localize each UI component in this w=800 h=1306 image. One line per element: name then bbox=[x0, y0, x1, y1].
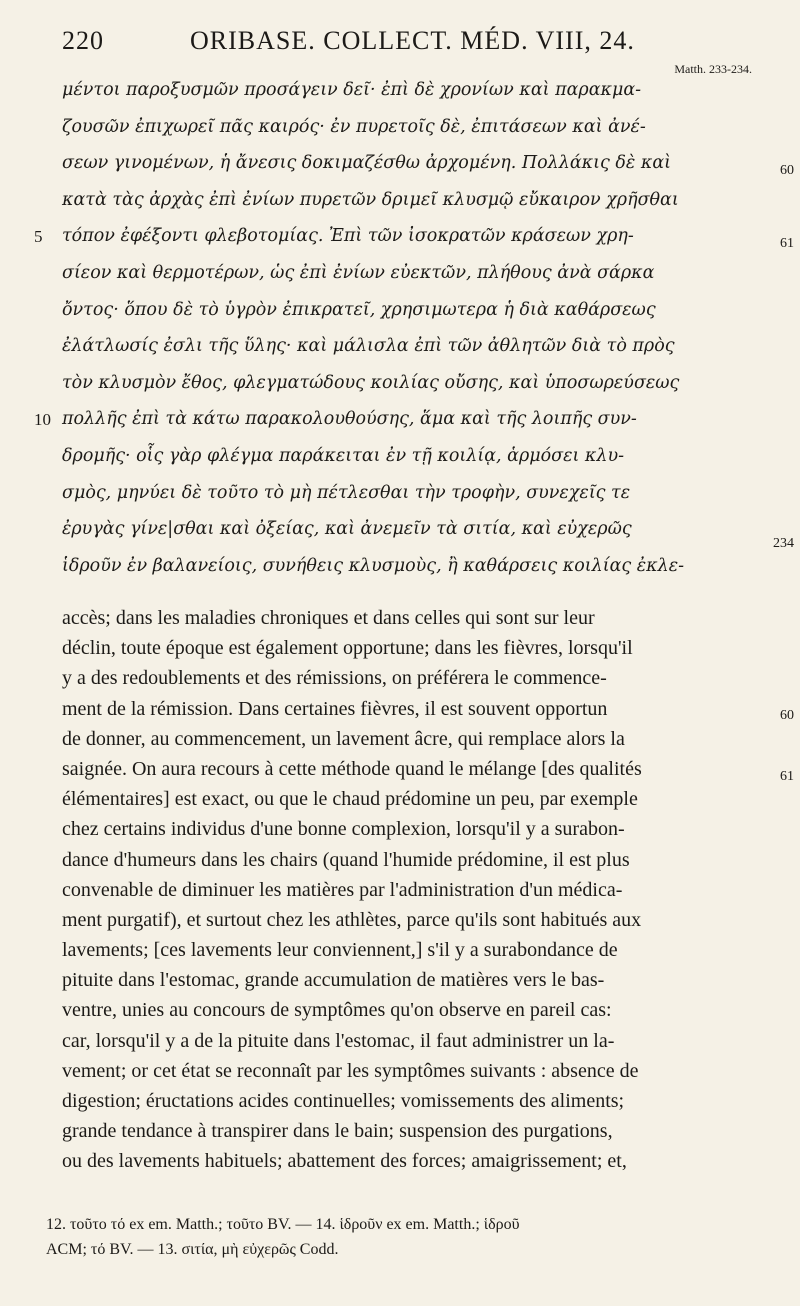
greek-text-block bbox=[62, 72, 762, 584]
margin-ref-61-french: 61 bbox=[780, 769, 794, 784]
french-line: ment de la rémission. Dans certaines fièvres, il est souvent opportun bbox=[62, 697, 608, 720]
french-line: grande tendance à transpirer dans le bain; suspension des purgations, bbox=[62, 1120, 613, 1143]
french-translation-block bbox=[62, 603, 752, 1177]
french-line: saignée. On aura recours à cette méthode quand le mélange [des qualités bbox=[62, 757, 642, 780]
greek-line: ἐλάτλωσίς ἐσλι τῆς ὕλης· καὶ μάλισλα ἐπὶ τῶν ἀθλητῶν διὰ τὸ πρὸς bbox=[62, 336, 675, 357]
greek-line: πολλῆς ἐπὶ τὰ κάτω παρακολουθούσης, ἅμα καὶ τῆς λοιπῆς συν- bbox=[62, 409, 637, 430]
french-line: chez certains individus d'une bonne complexion, lorsqu'il y a surabon- bbox=[62, 818, 625, 841]
french-line: ment purgatif), et surtout chez les athlètes, parce qu'ils sont habitués aux bbox=[62, 908, 642, 931]
french-line: convenable de diminuer les matières par l'administration d'un médica- bbox=[62, 878, 623, 901]
french-line: car, lorsqu'il y a de la pituite dans l'estomac, il faut administrer un la- bbox=[62, 1029, 615, 1052]
greek-line: ζουσῶν ἐπιχωρεῖ πᾶς καιρός· ἐν πυρετοῖς δὲ, ἐπιτάσεων καὶ ἀνέ- bbox=[62, 116, 646, 137]
greek-line: ἐρυγὰς γίνε|σθαι καὶ ὀξείας, καὶ ἀνεμεῖν τὰ σιτία, καὶ εὐχερῶς bbox=[62, 519, 632, 540]
margin-ref-234: 234 bbox=[773, 536, 794, 551]
french-line: de donner, au commencement, un lavement âcre, qui remplace alors la bbox=[62, 727, 625, 750]
french-line: lavements; [ces lavements leur conviennent,] s'il y a surabondance de bbox=[62, 939, 618, 962]
footnote-line: ACM; τό BV. — 13. σιτία, μὴ εὐχερῶς Codd. bbox=[46, 1241, 339, 1258]
matthaei-page-reference: Matth. 233-234. bbox=[674, 62, 752, 76]
french-line: digestion; éructations acides continuelles; vomissements des aliments; bbox=[62, 1090, 625, 1112]
line-number-5: 5 bbox=[34, 227, 43, 246]
greek-line: τὸν κλυσμὸν ἔθος, φλεγματώδους κοιλίας οὔσης, καὶ ὑποσωρεύσεως bbox=[62, 372, 680, 393]
greek-line: σεων γινομένων, ἡ ἄνεσις δοκιμαζέσθω ἀρχομένη. Πολλάκις δὲ καὶ bbox=[62, 153, 671, 174]
footnote-line: 12. τοῦτο τό ex em. Matth.; τοῦτο BV. — 14. ἱδροῦν ex em. Matth.; ἱδροῦ bbox=[46, 1216, 520, 1233]
greek-line: κατὰ τὰς ἀρχὰς ἐπὶ ἐνίων πυρετῶν δριμεῖ κλυσμῷ εὔκαιρον χρῆσθαι bbox=[62, 189, 679, 210]
greek-line: τόπον ἐφέξοντι φλεβοτομίας. Ἐπὶ τῶν ἰσοκρατῶν κράσεων χρη- bbox=[62, 226, 634, 247]
french-line: accès; dans les maladies chroniques et dans celles qui sont sur leur bbox=[62, 607, 595, 629]
french-line: élémentaires] est exact, ou que le chaud prédomine un peu, par exemple bbox=[62, 788, 638, 811]
french-line: ou des lavements habituels; abattement des forces; amaigrissement; et, bbox=[62, 1150, 627, 1173]
french-line: dance d'humeurs dans les chairs (quand l'humide prédomine, il est plus bbox=[62, 848, 630, 871]
french-line: ventre, unies au concours de symptômes qu'on observe en pareil cas: bbox=[62, 999, 612, 1022]
greek-line: δρομῆς· οἷς γὰρ φλέγμα παράκειται ἐν τῇ κοιλίᾳ, ἁρμόσει κλυ- bbox=[62, 445, 625, 466]
greek-line: ὄντος· ὅπου δὲ τὸ ὑγρὸν ἐπικρατεῖ, χρησιμωτερα ἡ διὰ καθάρσεως bbox=[62, 299, 656, 320]
french-line: y a des redoublements et des rémissions, on préférera le commence- bbox=[62, 667, 607, 690]
running-title: ORIBASE. COLLECT. MÉD. VIII, 24. bbox=[190, 26, 635, 55]
french-line: vement; or cet état se reconnaît par les symptômes suivants : absence de bbox=[62, 1059, 639, 1082]
line-number-10: 10 bbox=[34, 410, 51, 429]
french-line: pituite dans l'estomac, grande accumulation de matières vers le bas- bbox=[62, 969, 605, 992]
margin-ref-60-french: 60 bbox=[780, 708, 794, 723]
french-line: déclin, toute époque est également opportune; dans les fièvres, lorsqu'il bbox=[62, 637, 633, 660]
footnotes bbox=[46, 1212, 766, 1262]
page-number: 220 bbox=[62, 26, 104, 55]
margin-ref-60: 60 bbox=[780, 163, 794, 178]
greek-line: σίεον καὶ θερμοτέρων, ὡς ἐπὶ ἐνίων εὐεκτῶν, πλήθους ἀνὰ σάρκα bbox=[62, 262, 655, 283]
greek-line: ἱδροῦν ἐν βαλανείοις, συνήθεις κλυσμοὺς, ἢ καθάρσεις κοιλίας ἐκλε- bbox=[62, 555, 685, 576]
margin-ref-61: 61 bbox=[780, 236, 794, 251]
greek-line: σμὸς, μηνύει δὲ τοῦτο τὸ μὴ πέτλεσθαι τὴν τροφὴν, συνεχεῖς τε bbox=[62, 482, 631, 503]
greek-line: μέντοι παροξυσμῶν προσάγειν δεῖ· ἐπὶ δὲ χρονίων καὶ παρακμα- bbox=[62, 80, 642, 100]
